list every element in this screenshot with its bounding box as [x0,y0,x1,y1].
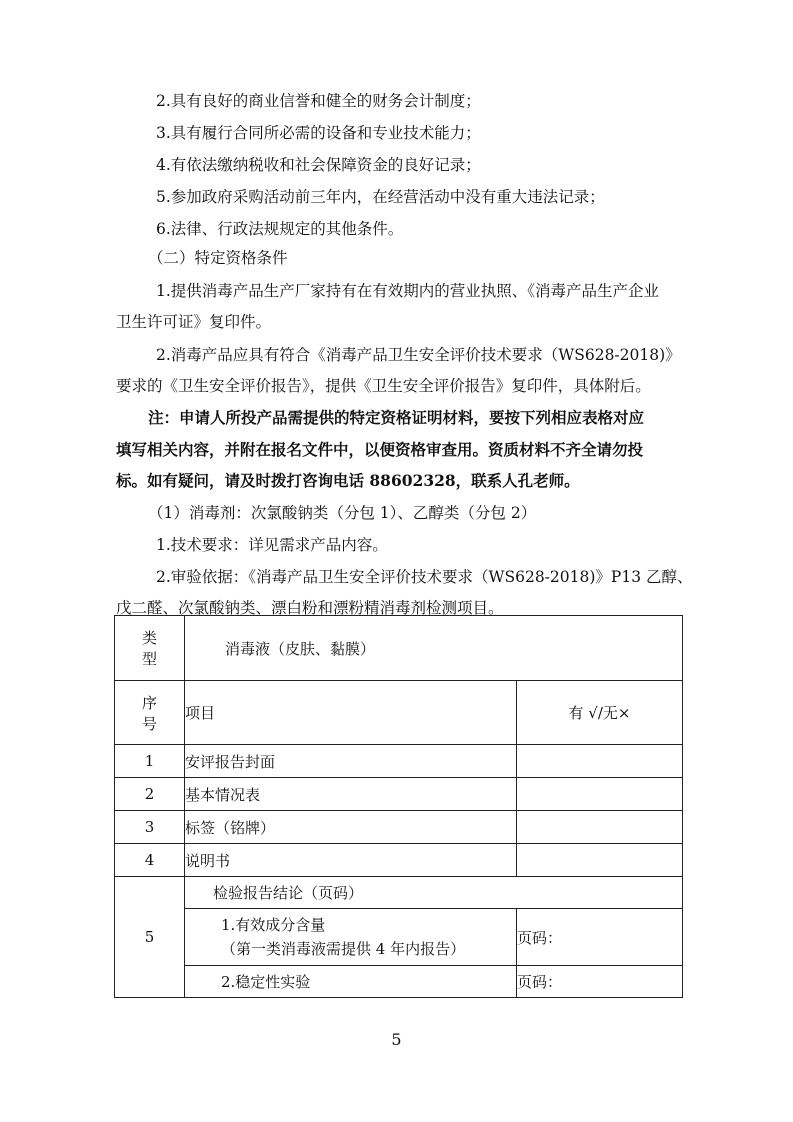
audit-basis-line1: 2.审验依据：《消毒产品卫生安全评价技术要求（WS628-2018)》P13 乙醇、 [156,568,693,586]
check-header-cell: 有 √/无× [517,681,683,745]
table-row [115,616,683,681]
row-number: 4 [115,844,185,877]
row-number: 3 [115,811,185,844]
special-req-1-line1: 1.提供消毒产品生产厂家持有在有效期内的营业执照、《消毒产品生产企业 [156,282,660,300]
group5-sub2: 2.稳定性实验 [185,966,517,998]
group5-sub1: 1.有效成分含量 （第一类消毒液需提供 4 年内报告） [185,909,517,966]
section-heading: （二）特定资格条件 [148,249,288,267]
note-line1: 注：申请人所投产品需提供的特定资格证明材料，要按下列相应表格对应 [148,408,645,427]
special-req-2-line2: 要求的《卫生安全评价报告》，提供《卫生安全评价报告》复印件，具体附后。 [116,377,651,395]
table-row [115,811,683,844]
item-header-cell: 项目 [185,681,517,745]
group5-sub2-page[interactable]: 页码： [517,966,683,998]
table-row [115,844,683,877]
seq-label-cell: 序 号 [115,681,185,745]
row-number: 1 [115,745,185,778]
table-row [115,966,683,998]
row-item: 标签（铭牌） [185,811,517,844]
special-req-1-line2: 卫生许可证》复印件。 [116,313,272,331]
qualification-table [114,615,683,998]
table-row [115,877,683,909]
type-value-cell: 消毒液（皮肤、黏膜） [185,616,683,681]
audit-basis-line2: 戊二醛、次氯酸钠类、漂白粉和漂粉精消毒剂检测项目。 [116,599,504,617]
row-check[interactable] [517,778,683,811]
group5-sub1-page[interactable]: 页码： [517,909,683,966]
requirement-2: 2.具有良好的商业信誉和健全的财务会计制度； [156,92,481,110]
table-row [115,909,683,966]
row-number: 2 [115,778,185,811]
table-row [115,681,683,745]
tech-requirement: 1.技术要求：详见需求产品内容。 [156,536,388,554]
page-number: 5 [391,1030,402,1049]
requirement-3: 3.具有履行合同所必需的设备和专业技术能力； [156,124,481,142]
row-check[interactable] [517,745,683,778]
group5-number: 5 [115,877,185,998]
group5-title: 检验报告结论（页码） [185,877,683,909]
note-line3: 标。如有疑问，请及时拨打咨询电话 88602328，联系人孔老师。 [116,471,580,490]
row-item: 基本情况表 [185,778,517,811]
row-check[interactable] [517,811,683,844]
note-line2: 填写相关内容，并附在报名文件中，以便资格审查用。资质材料不齐全请勿投 [116,440,644,459]
row-item: 说明书 [185,844,517,877]
row-item: 安评报告封面 [185,745,517,778]
requirement-5: 5.参加政府采购活动前三年内，在经营活动中没有重大违法记录； [156,188,605,206]
row-check[interactable] [517,844,683,877]
special-req-2-line1: 2.消毒产品应具有符合《消毒产品卫生安全评价技术要求（WS628-2018)》 [156,346,681,364]
type-label-cell: 类 型 [115,616,185,681]
requirement-6: 6.法律、行政法规规定的其他条件。 [156,220,404,238]
requirement-4: 4.有依法缴纳税收和社会保障资金的良好记录； [156,156,481,174]
table-row [115,778,683,811]
disinfectant-heading: （1）消毒剂：次氯酸钠类（分包 1）、乙醇类（分包 2） [148,504,537,522]
table-row [115,745,683,778]
